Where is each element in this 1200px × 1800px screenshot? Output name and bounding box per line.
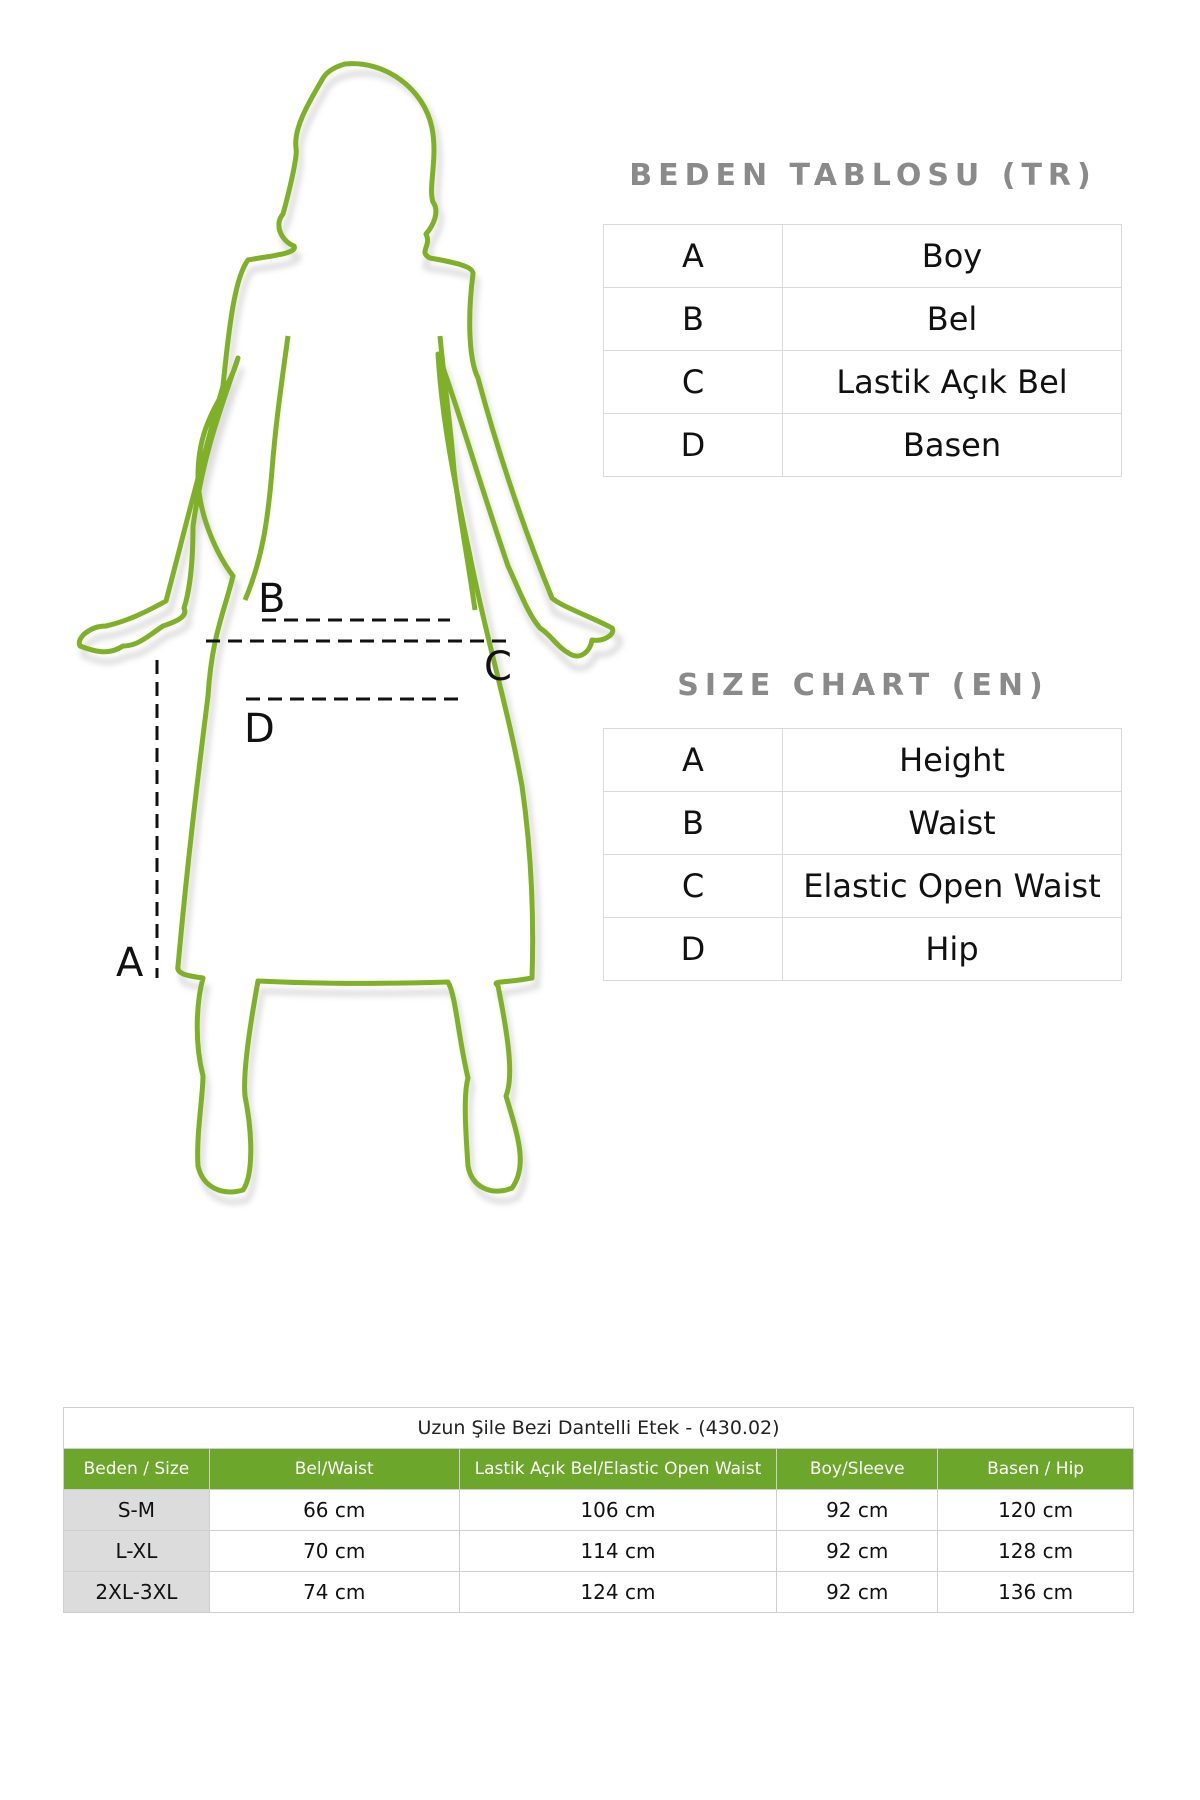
en-legend-row — [604, 729, 1122, 792]
label-b: B — [258, 576, 286, 622]
tr-legend-row — [604, 351, 1122, 414]
table-cell: 114 cm — [459, 1531, 777, 1572]
legend-key: C — [604, 351, 783, 414]
en-section-title: SIZE CHART (EN) — [677, 668, 1049, 703]
legend-value: Hip — [783, 918, 1122, 981]
label-d: D — [244, 706, 275, 752]
table-caption-row — [64, 1408, 1134, 1449]
legend-key: D — [604, 414, 783, 477]
table-cell: 120 cm — [938, 1490, 1134, 1531]
size-table — [63, 1407, 1134, 1613]
legend-value: Bel — [783, 288, 1122, 351]
tr-section-title: BEDEN TABLOSU (TR) — [629, 158, 1097, 193]
table-cell: 124 cm — [459, 1572, 777, 1613]
table-row — [64, 1490, 1134, 1531]
legend-value: Elastic Open Waist — [783, 855, 1122, 918]
legend-key: A — [604, 225, 783, 288]
table-caption: Uzun Şile Bezi Dantelli Etek - (430.02) — [64, 1408, 1134, 1449]
tr-legend-table — [603, 224, 1122, 477]
en-legend-row — [604, 792, 1122, 855]
legend-key: A — [604, 729, 783, 792]
table-cell: 92 cm — [777, 1572, 938, 1613]
legend-key: C — [604, 855, 783, 918]
legend-value: Height — [783, 729, 1122, 792]
legend-value: Waist — [783, 792, 1122, 855]
table-cell: 70 cm — [209, 1531, 459, 1572]
legend-value: Lastik Açık Bel — [783, 351, 1122, 414]
table-cell: 92 cm — [777, 1490, 938, 1531]
table-cell: 136 cm — [938, 1572, 1134, 1613]
en-legend-row — [604, 855, 1122, 918]
table-row — [64, 1531, 1134, 1572]
table-cell: 128 cm — [938, 1531, 1134, 1572]
label-c: C — [484, 644, 512, 690]
legend-key: D — [604, 918, 783, 981]
legend-key: B — [604, 792, 783, 855]
header-waist: Bel/Waist — [209, 1449, 459, 1490]
header-elastic-waist: Lastik Açık Bel/Elastic Open Waist — [459, 1449, 777, 1490]
table-cell: 74 cm — [209, 1572, 459, 1613]
label-a: A — [116, 940, 144, 986]
body-measurement-figure — [0, 0, 640, 1240]
legend-value: Boy — [783, 225, 1122, 288]
tr-legend-row — [604, 225, 1122, 288]
size-cell: 2XL-3XL — [64, 1572, 210, 1613]
en-legend-row — [604, 918, 1122, 981]
table-cell: 92 cm — [777, 1531, 938, 1572]
header-hip: Basen / Hip — [938, 1449, 1134, 1490]
size-cell: S-M — [64, 1490, 210, 1531]
tr-legend-row — [604, 414, 1122, 477]
table-cell: 106 cm — [459, 1490, 777, 1531]
table-cell: 66 cm — [209, 1490, 459, 1531]
en-legend-table — [603, 728, 1122, 981]
silhouette-shadow — [83, 73, 620, 1202]
table-row — [64, 1572, 1134, 1613]
header-size: Beden / Size — [64, 1449, 210, 1490]
tr-legend-row — [604, 288, 1122, 351]
table-header-row — [64, 1449, 1134, 1490]
legend-value: Basen — [783, 414, 1122, 477]
size-cell: L-XL — [64, 1531, 210, 1572]
left-arm-inner-line — [245, 336, 288, 600]
header-sleeve: Boy/Sleeve — [777, 1449, 938, 1490]
legend-key: B — [604, 288, 783, 351]
